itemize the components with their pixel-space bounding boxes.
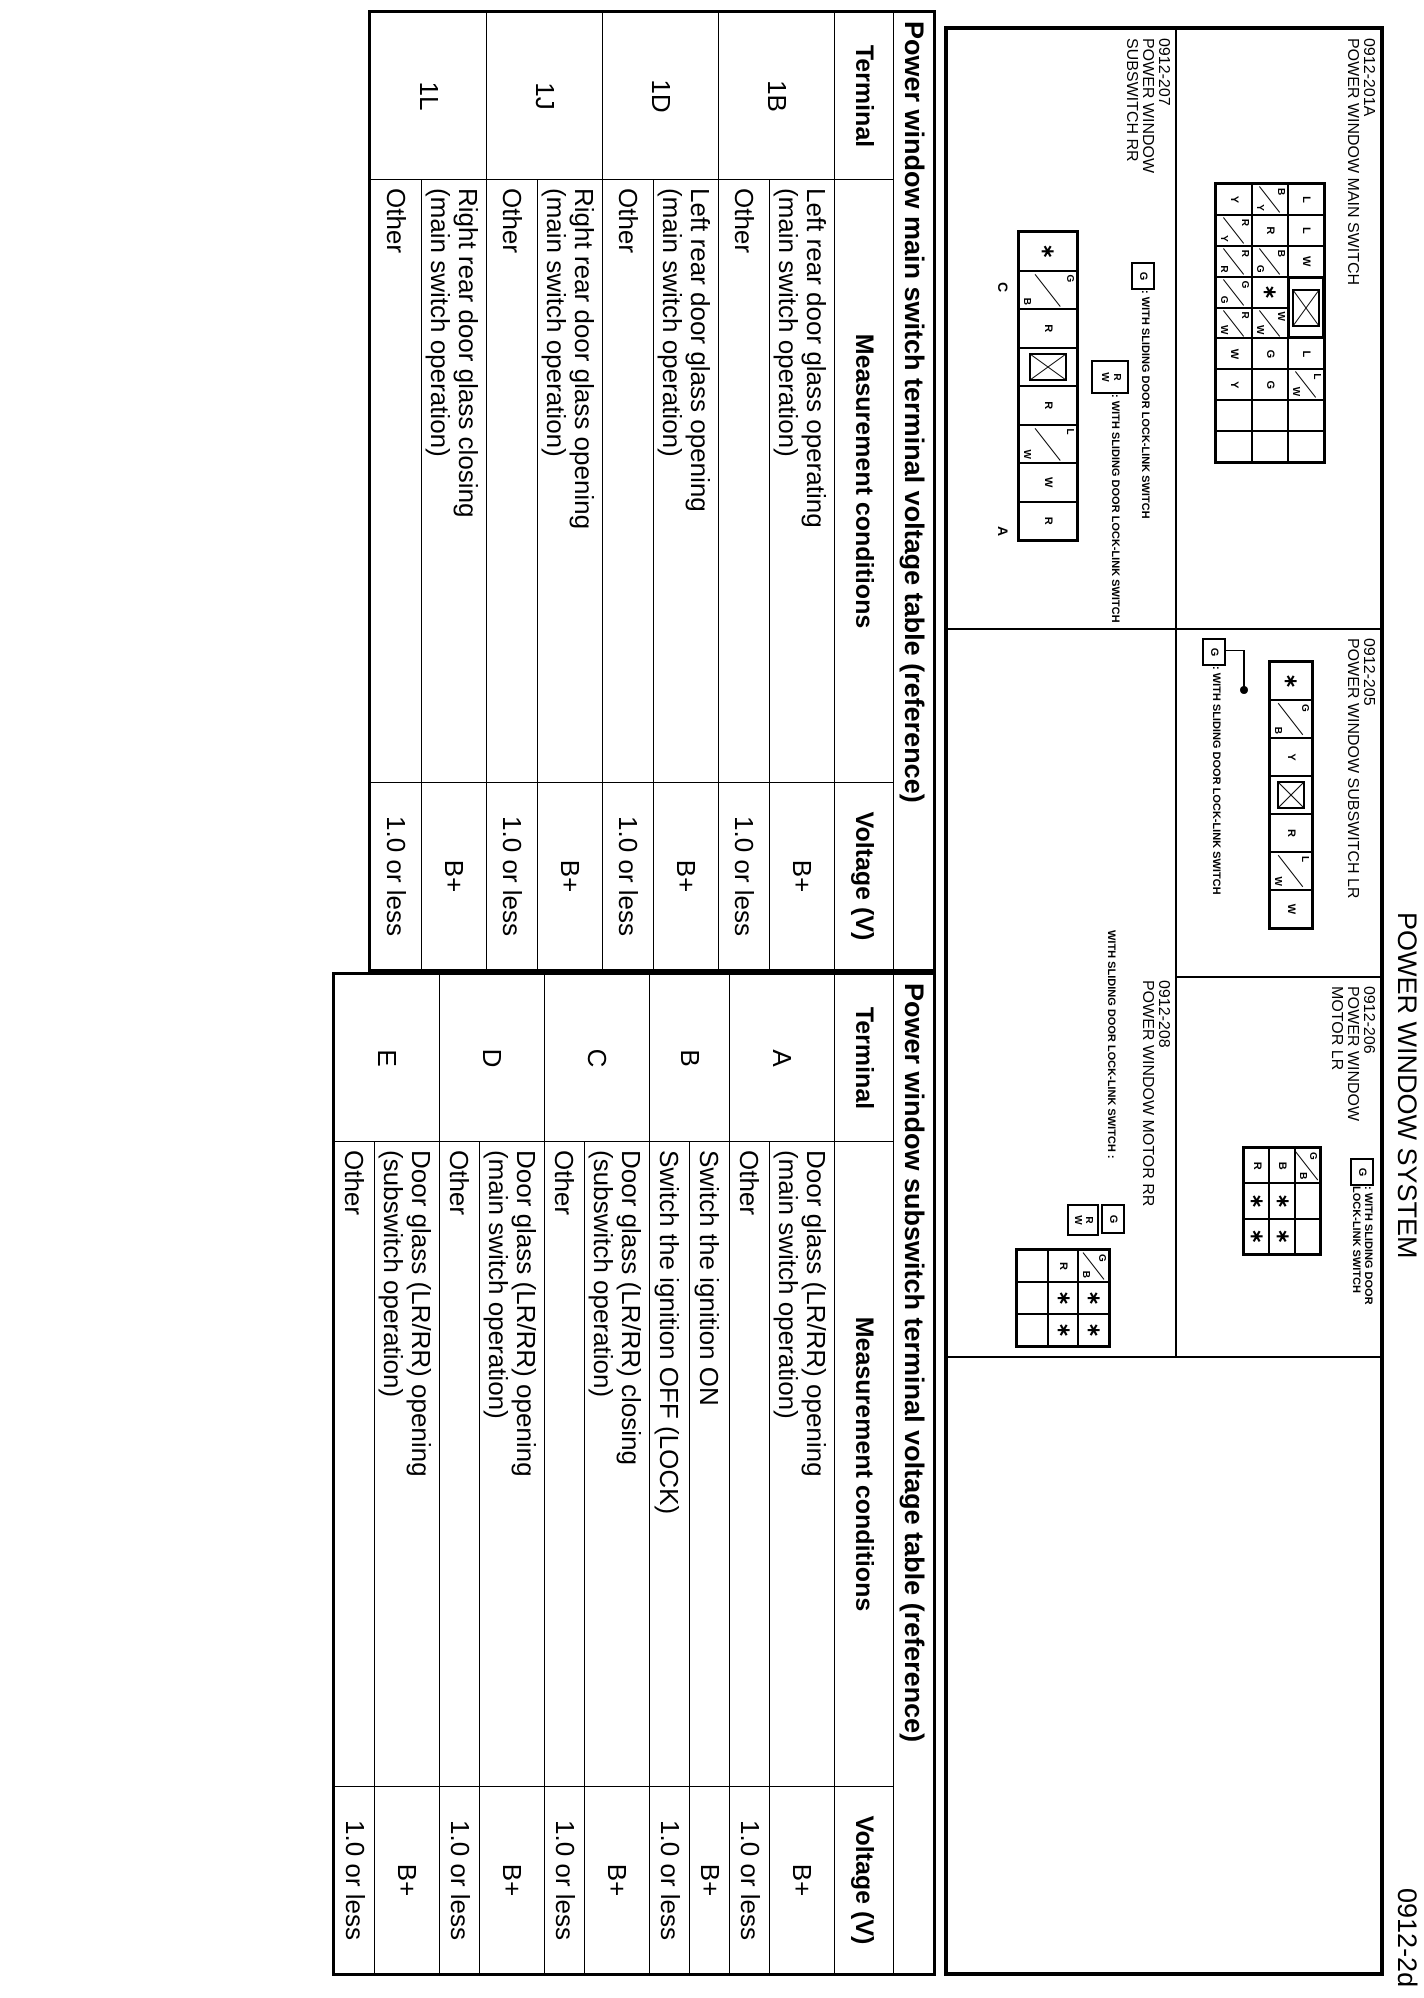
table-row: Other 1.0 or less — [370, 12, 422, 971]
connector-cell-subswitch-rr — [947, 29, 1176, 629]
table-row: 1D Left rear door glass opening (main switch operation) B+ — [654, 12, 719, 971]
lock-tab-icon — [1017, 1250, 1048, 1282]
table-row: B Switch the ignition ON B+ — [690, 974, 730, 1975]
connector-cell-motor-lr — [1176, 977, 1381, 1357]
connector-note-rw: : WITH SLIDING DOOR LOCK-LINK SWITCH — [1109, 394, 1121, 623]
page-code: 0912-2d — [1392, 1888, 1422, 1988]
connector-code: 0912-205 POWER WINDOW SUBSWITCH LR — [1344, 638, 1377, 899]
table-row: Other 1.0 or less — [719, 12, 770, 971]
lock-tab-icon — [1270, 776, 1312, 814]
motor-rr-connector-icon: G B ∗ ∗ R ∗ ∗ — [1015, 1248, 1111, 1348]
connector-cell-subswitch-lr — [1176, 629, 1381, 977]
sub-table-title: Power window subswitch terminal voltage table (reference) — [894, 974, 935, 1975]
connector-code: 0912-208 POWER WINDOW MOTOR RR — [1139, 980, 1172, 1207]
connector-code: 0912-206 POWER WINDOW MOTOR LR — [1328, 986, 1377, 1122]
header-voltage: Voltage (V) — [835, 783, 894, 971]
connector-cell-motor-rr — [947, 629, 1176, 1357]
lock-tab-icon — [1288, 277, 1324, 339]
table-row: E Door glass (LR/RR) opening (subswitch operation) B+ — [375, 974, 440, 1975]
table-row: Other 1.0 or less — [440, 974, 480, 1975]
lock-tab-icon — [1295, 1183, 1320, 1218]
connector-note-g: : WITH SLIDING DOOR LOCK-LINK SWITCH — [1139, 290, 1151, 519]
main-table-title: Power window main switch terminal voltage table (reference) — [894, 12, 935, 971]
connector-cell-main-switch — [1176, 29, 1381, 629]
connector-note: : WITH SLIDING DOOR LOCK-LINK SWITCH — [1210, 666, 1222, 895]
lock-tab-icon — [1019, 348, 1077, 387]
pin-label-c: C — [995, 282, 1011, 293]
g-box: G — [1101, 1204, 1125, 1234]
g-box: G — [1131, 262, 1155, 290]
header-terminal: Terminal — [835, 974, 894, 1142]
table-row: C Door glass (LR/RR) closing (subswitch operation) B+ — [585, 974, 650, 1975]
rw-box: R W — [1067, 1204, 1099, 1236]
table-row: Other 1.0 or less — [603, 12, 654, 971]
table-row: 1J Right rear door glass opening (main switch operation) B+ — [538, 12, 603, 971]
main-switch-connector-icon: L B Y Y L R R Y W B G R R ∗ W W G G R W L G W L W G Y — [1214, 182, 1326, 464]
connector-code: 0912-207 POWER WINDOW SUBSWITCH RR — [1123, 38, 1172, 174]
g-leader-line — [1224, 650, 1260, 700]
header-voltage: Voltage (V) — [835, 1787, 894, 1975]
pin-label-a: A — [995, 526, 1011, 537]
connector-cell-empty — [947, 1357, 1381, 1973]
main-switch-voltage-table — [368, 10, 936, 972]
g-box: G — [1202, 638, 1226, 666]
table-row: Other 1.0 or less — [334, 974, 375, 1975]
table-row: Switch the ignition OFF (LOCK) 1.0 or less — [650, 974, 690, 1975]
connector-code: 0912-201A POWER WINDOW MAIN SWITCH — [1344, 38, 1377, 286]
table-row: 1L Right rear door glass closing (main switch operation) B+ — [422, 12, 487, 971]
connector-note: WITH SLIDING DOOR LOCK-LINK SWITCH : — [1105, 930, 1117, 1159]
table-row: Other 1.0 or less — [730, 974, 770, 1975]
rw-box: R W — [1091, 360, 1129, 394]
subswitch-rr-connector-icon: ∗ G B R R L W W R — [1017, 230, 1079, 542]
subswitch-lr-connector-icon: ∗ G B Y R L W W — [1268, 660, 1314, 930]
table-row: D Door glass (LR/RR) opening (main switch operation) B+ — [480, 974, 545, 1975]
table-row: Other 1.0 or less — [545, 974, 585, 1975]
header-terminal: Terminal — [835, 12, 894, 180]
connector-note: : WITH SLIDING DOOR LOCK-LINK SWITCH — [1350, 1186, 1374, 1305]
subswitch-voltage-table — [332, 972, 936, 1976]
table-row: Other 1.0 or less — [487, 12, 538, 971]
header-conditions: Measurement conditions — [835, 1142, 894, 1787]
connector-frame — [944, 26, 1384, 1976]
table-row: 1B Left rear door glass operating (main switch operation) B+ — [770, 12, 835, 971]
table-row: A Door glass (LR/RR) opening (main switch operation) B+ — [770, 974, 835, 1975]
g-box: G — [1350, 1158, 1374, 1186]
motor-lr-connector-icon: G B B ∗ ∗ R ∗ ∗ — [1242, 1146, 1322, 1256]
page-title: POWER WINDOW SYSTEM — [1392, 912, 1422, 1259]
header-conditions: Measurement conditions — [835, 180, 894, 783]
